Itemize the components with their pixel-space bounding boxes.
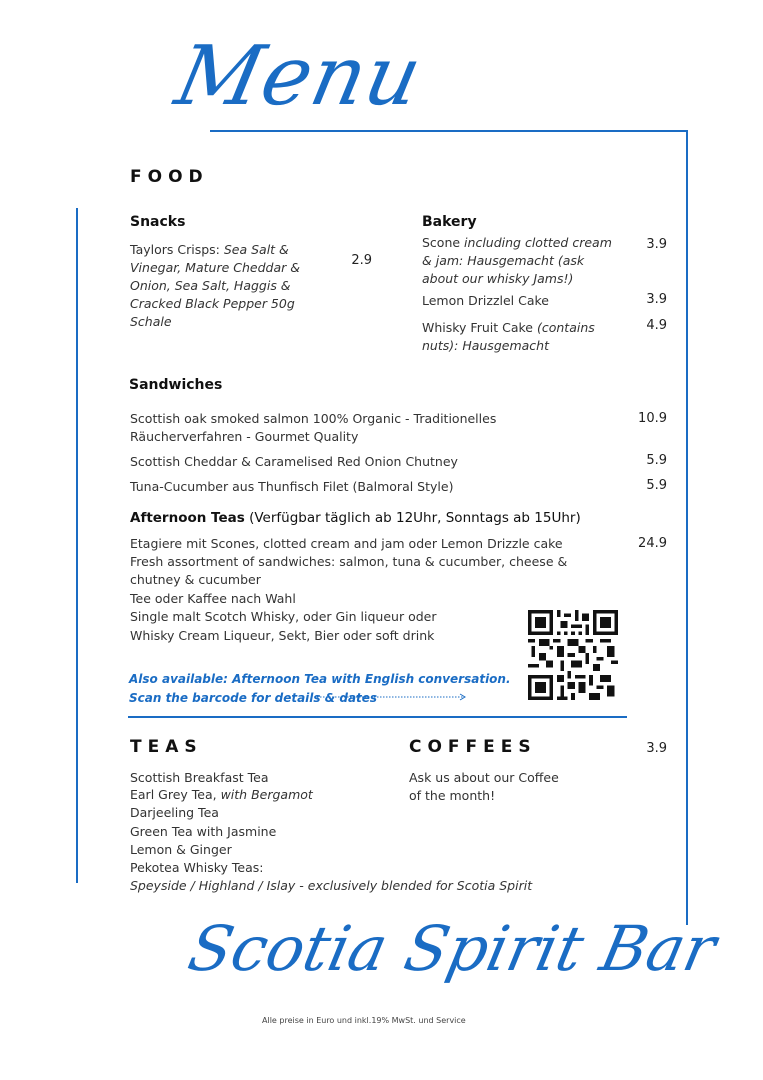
brand-title: Scotia Spirit Bar <box>182 912 723 985</box>
tea-item-name: Earl Grey Tea, <box>130 787 221 802</box>
bakery-item-name: Whisky Fruit Cake <box>422 320 537 335</box>
menu-title: Menu <box>168 29 431 124</box>
sandwich-item: Scottish Cheddar & Caramelised Red Onion Chutney <box>130 454 458 469</box>
coffees-heading: COFFEES <box>409 737 537 757</box>
footer-note: Alle preise in Euro und inkl.19% MwSt. und Service <box>262 1016 466 1025</box>
bakery-item-detail: including clotted cream & jam: Hausgemacht (ask about our whisky Jams!) <box>422 235 612 286</box>
food-heading: FOOD <box>130 167 209 187</box>
afternoon-teas-line: Tee oder Kaffee nach Wahl <box>130 591 296 606</box>
afternoon-teas-note: Also available: Afternoon Tea with English conversation. Scan the barcode for details & dates <box>129 672 511 705</box>
afternoon-teas-line: Single malt Scotch Whisky, oder Gin liqueur oder <box>130 609 437 624</box>
left-frame-line <box>76 208 78 883</box>
afternoon-teas-subheading: (Verfügbar täglich ab 12Uhr, Sonntags ab 15Uhr) <box>249 510 581 526</box>
coffees-price: 3.9 <box>646 741 667 756</box>
tea-item: Darjeeling Tea <box>130 805 219 820</box>
bakery-item-price: 4.9 <box>646 318 667 333</box>
snacks-heading: Snacks <box>130 214 186 230</box>
bakery-item-name: Scone <box>422 235 465 250</box>
sandwich-item-price: 5.9 <box>646 478 667 493</box>
teas-heading: TEAS <box>130 737 203 757</box>
tea-item: Pekotea Whisky Teas: <box>130 860 264 875</box>
coffees-text: Ask us about our Coffee of the month! <box>409 770 559 803</box>
tea-item-detail: with Bergamot <box>220 787 313 802</box>
tea-item <box>130 786 313 804</box>
bakery-item-price: 3.9 <box>646 237 667 252</box>
sandwich-item: Tuna-Cucumber aus Thunfisch Filet (Balmoral Style) <box>130 479 454 494</box>
whisky-teas-line: Speyside / Highland / Islay - exclusively blended for Scotia Spirit <box>130 878 533 893</box>
bakery-item-scone <box>422 234 622 288</box>
bakery-item-lemon: Lemon Drizzlel Cake <box>422 293 549 308</box>
snacks-item-price: 2.9 <box>351 253 372 268</box>
arrow-right-icon <box>314 692 470 702</box>
sandwiches-heading: Sandwiches <box>129 377 223 393</box>
mid-divider <box>128 716 627 718</box>
right-frame-line <box>686 130 688 925</box>
afternoon-teas-heading: Afternoon Teas <box>130 510 245 526</box>
tea-item: Lemon & Ginger <box>130 842 232 857</box>
sandwich-item-price: 5.9 <box>646 453 667 468</box>
tea-item: Green Tea with Jasmine <box>130 824 277 839</box>
bakery-heading: Bakery <box>422 214 477 230</box>
afternoon-teas-line: Etagiere mit Scones, clotted cream and jam oder Lemon Drizzle cake <box>130 536 563 551</box>
afternoon-teas-header <box>130 510 581 526</box>
qr-code-icon[interactable] <box>528 610 618 700</box>
afternoon-teas-line: Fresh assortment of sandwiches: salmon, tuna & cucumber, cheese & chutney & cucumber <box>130 554 568 587</box>
snacks-item <box>130 241 340 331</box>
bakery-item-detail: (contains nuts): Hausgemacht <box>422 320 595 353</box>
afternoon-teas-line: Whisky Cream Liqueur, Sekt, Bier oder soft drink <box>130 628 435 643</box>
snacks-item-detail: Sea Salt & Vinegar, Mature Cheddar & Onion, Sea Salt, Haggis & Cracked Black Pepper 50g Schale <box>130 242 300 329</box>
sandwich-item: Scottish oak smoked salmon 100% Organic - Traditionelles Räucherverfahren - Gourmet Quality <box>130 411 497 444</box>
snacks-item-name: Taylors Crisps: <box>130 242 224 257</box>
bakery-item-price: 3.9 <box>646 292 667 307</box>
bakery-item-fruitcake <box>422 319 627 355</box>
afternoon-teas-price: 24.9 <box>638 536 667 551</box>
tea-item: Scottish Breakfast Tea <box>130 770 269 785</box>
sandwich-item-price: 10.9 <box>638 411 667 426</box>
top-divider <box>210 130 688 132</box>
